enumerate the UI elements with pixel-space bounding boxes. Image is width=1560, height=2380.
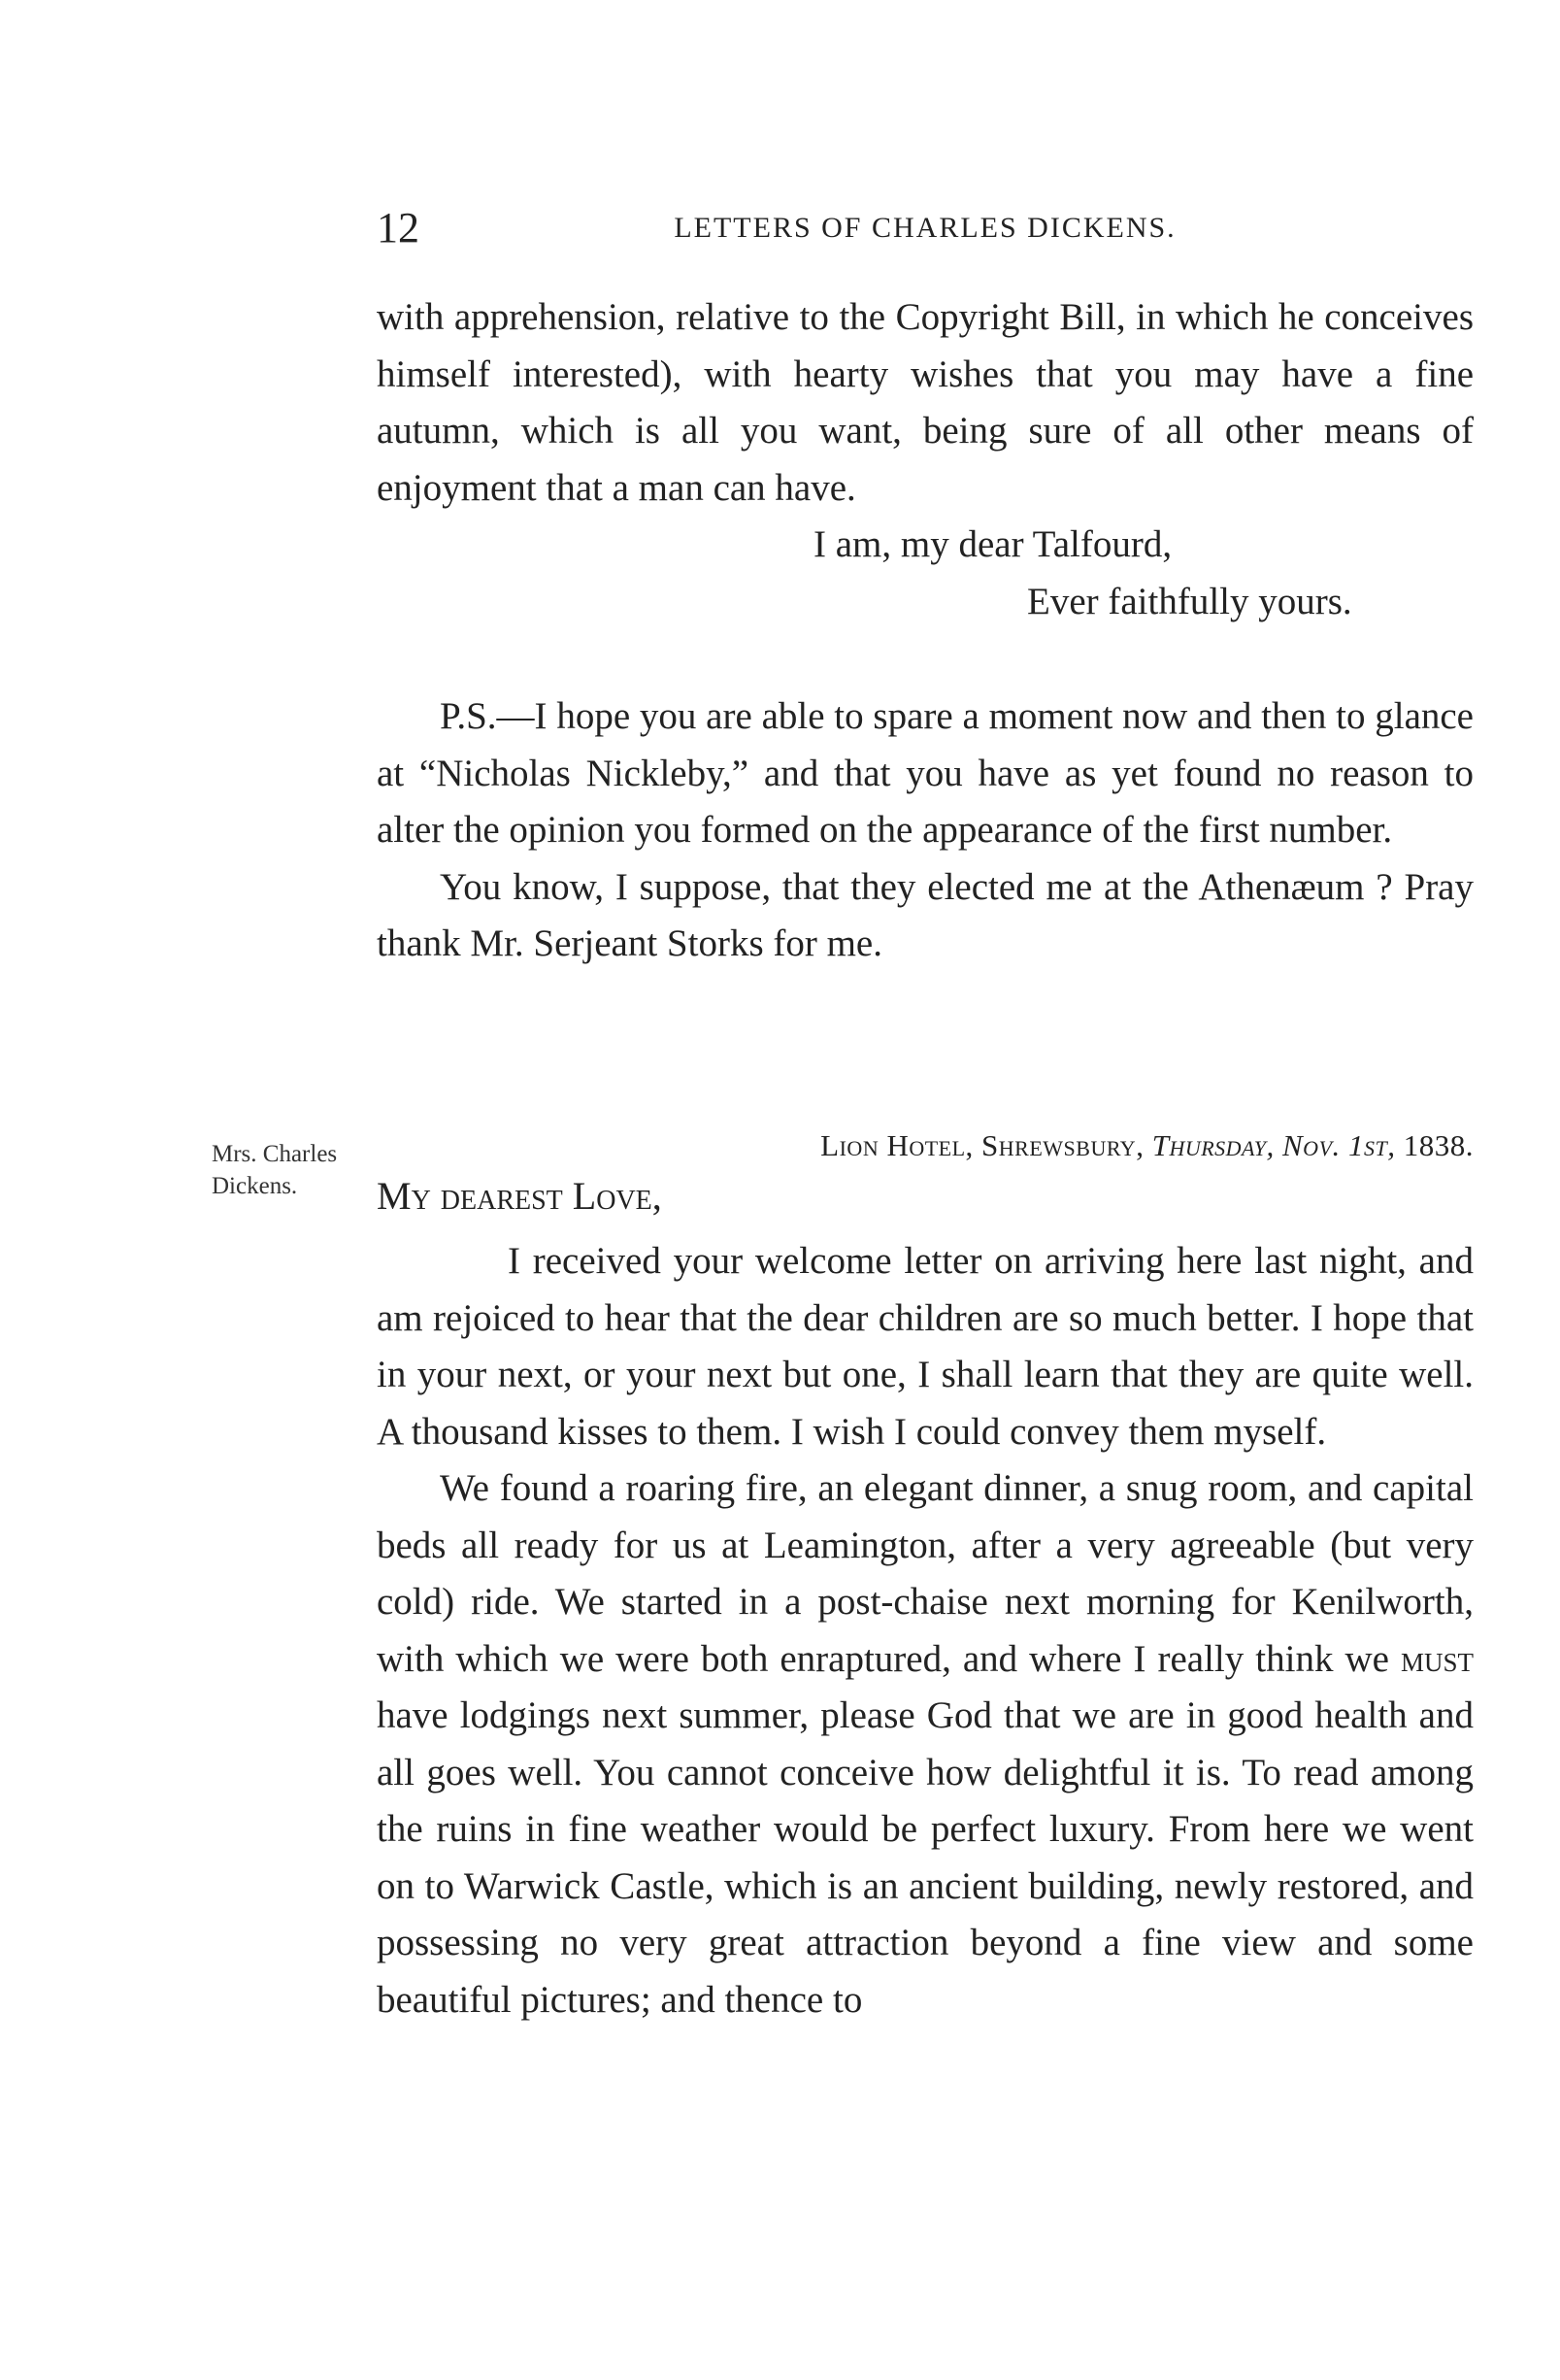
letter-paragraph bbox=[377, 1460, 1474, 2028]
paragraph-text: We found a roaring fire, an elegant dinner, a snug room, and capital beds all ready for us at Leamington, after a very agreeable (but very cold) ride. We started in a post-chaise next morning for Kenilworth, with which we were both enraptured, and where I really think we bbox=[377, 1467, 1474, 1680]
spacer bbox=[377, 630, 1474, 688]
margin-note-recipient: Mrs. Charles Dickens. bbox=[212, 1141, 338, 1199]
closing-line: I am, my dear Talfourd, bbox=[813, 523, 1173, 565]
page-header bbox=[377, 199, 1474, 257]
letter-dateline bbox=[377, 1126, 1474, 1165]
dateline-place: Lion Hotel, Shrewsbury, bbox=[820, 1128, 1145, 1162]
dateline-year: 1838. bbox=[1403, 1128, 1474, 1162]
previous-letter-ending bbox=[377, 289, 1474, 973]
postscript-paragraph: P.S.—I hope you are able to spare a moment now and then to glance at “Nicholas Nickleby,” and that you have as yet found no reason to alter the opinion you formed on the appearance of the first number. bbox=[377, 695, 1474, 851]
signature-line: Ever faithfully yours. bbox=[1027, 580, 1352, 622]
paragraph-text: have lodgings next summer, please God that we are in good health and all goes well. You cannot conceive how delightful it is. To read among the ruins in fine weather would be perfect luxury. From here we went on to Warwick Castle, which is an ancient building, newly restored, and possessing no very great attraction beyond a fine view and some beautiful pictures; and thence to bbox=[377, 1694, 1474, 2021]
letter-body-paragraph: with apprehension, relative to the Copyright Bill, in which he conceives himself interested), with hearty wishes that you may have a fine autumn, which is all you want, being sure of all other means of enjoyment that a man can have. bbox=[377, 296, 1474, 509]
running-title: LETTERS OF CHARLES DICKENS. bbox=[674, 212, 1177, 244]
salutation: My dearest Love, bbox=[377, 1174, 662, 1218]
dateline-date: Thursday, Nov. 1st, bbox=[1151, 1128, 1396, 1162]
new-letter bbox=[377, 1126, 1474, 2028]
page-number: 12 bbox=[377, 204, 419, 251]
postscript-paragraph: You know, I suppose, that they elected me at the Athenæum ? Pray thank Mr. Serjeant Storks for me. bbox=[377, 865, 1474, 964]
emphasized-word: must bbox=[1401, 1637, 1475, 1680]
letter-paragraph: I received your welcome letter on arriving here last night, and am rejoiced to hear that the dear children are so much better. I hope that in your next, or your next but one, I shall learn that they are quite well. A thousand kisses to them. I wish I could convey them myself. bbox=[377, 1240, 1474, 1453]
